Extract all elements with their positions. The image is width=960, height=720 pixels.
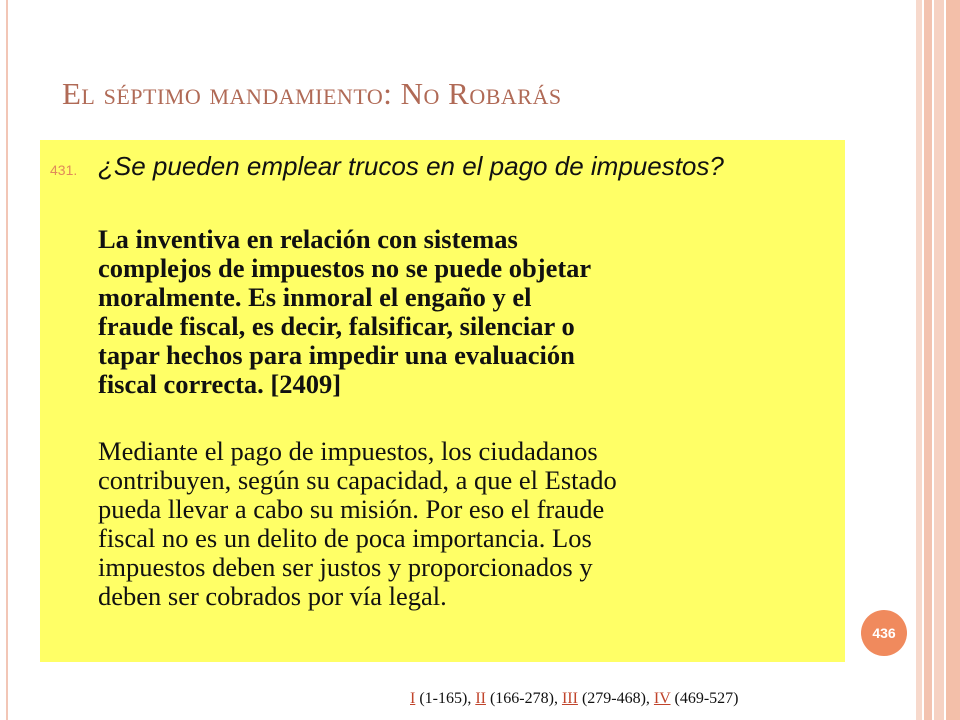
volume-link-iii[interactable]: III [561,690,578,707]
answer-line: tapar hechos para impedir una evaluación [98,340,575,370]
right-decor-stripe [946,0,960,720]
right-decor-stripe [924,0,932,720]
answer-explanation-paragraph [98,437,833,611]
volume-range: (166-278), [489,690,558,707]
answer-bold-paragraph [98,225,833,399]
answer-line: fraude fiscal, es decir, falsificar, silenciar o [98,311,575,341]
volume-link-ii[interactable]: II [475,690,486,707]
volume-range: (279-468), [581,690,650,707]
explanation-line: contribuyen, según su capacidad, a que el Estado [98,465,617,495]
question-number: 431. [50,162,78,178]
page-number-badge: 436 [861,610,907,656]
slide-title: El séptimo mandamiento: No Robarás [62,76,562,111]
explanation-line: deben ser cobrados por vía legal. [98,581,447,611]
right-decor-stripe [934,0,944,720]
volume-link-iv[interactable]: IV [653,690,671,707]
answer-line: fiscal correcta. [2409] [98,369,342,399]
question-text: ¿Se pueden emplear trucos en el pago de impuestos? [98,151,724,181]
answer-line: moralmente. Es inmoral el engaño y el [98,282,532,312]
volume-range: (1-165), [419,690,472,707]
answer-line: complejos de impuestos no se puede objetar [98,253,592,283]
volume-link-i[interactable]: I [410,690,416,707]
explanation-line: Mediante el pago de impuestos, los ciudadanos [98,436,598,466]
explanation-line: pueda llevar a cabo su misión. Por eso el fraude [98,494,605,524]
left-border-line [6,0,8,720]
volume-range: (469-527) [674,690,739,707]
explanation-line: fiscal no es un delito de poca importancia. Los [98,523,592,553]
footer-volume-links [410,690,739,708]
right-decor-stripe [916,0,922,720]
content-panel [40,140,845,662]
explanation-line: impuestos deben ser justos y proporcionados y [98,552,593,582]
answer-line: La inventiva en relación con sistemas [98,224,518,254]
